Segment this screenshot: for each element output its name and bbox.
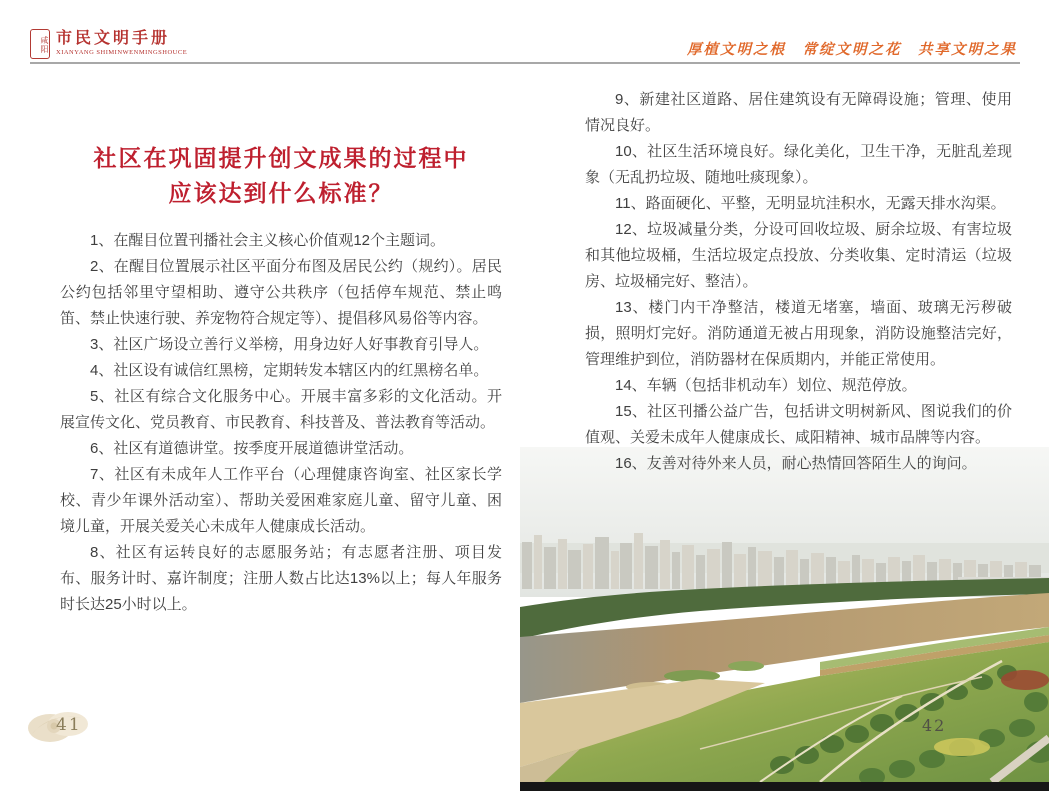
yellow-flower-patch (934, 738, 990, 756)
item-paragraph: 12、垃圾减量分类，分设可回收垃圾、厨余垃圾、有害垃圾和其他垃圾桶，生活垃圾定点投放、分类收集、定时清运（垃圾房、垃圾桶完好、整洁）。 (585, 221, 1012, 290)
right-text-column (585, 87, 1012, 477)
item-paragraph: 6、社区有道德讲堂。按季度开展道德讲堂活动。 (90, 440, 414, 457)
item-paragraph: 9、新建社区道路、居住建筑设有无障碍设施；管理、使用情况良好。 (585, 91, 1012, 134)
river-island (728, 661, 764, 671)
left-page-number: 41 (56, 715, 82, 735)
item-paragraph: 8、社区有运转良好的志愿服务站；有志愿者注册、项目发布、服务计时、嘉许制度；注册人数占比达13%以上；每人年服务时长达25小时以上。 (60, 544, 502, 613)
red-foliage-patch (1001, 670, 1049, 690)
logo-title: 市民文明手册 (56, 28, 171, 47)
item-paragraph: 11、路面硬化、平整，无明显坑洼积水，无露天排水沟渠。 (615, 195, 1006, 212)
item-paragraph: 10、社区生活环境良好。绿化美化，卫生干净，无脏乱差现象（无乱扔垃圾、随地吐痰现象）。 (585, 143, 1012, 186)
item-paragraph: 14、车辆（包括非机动车）划位、规范停放。 (615, 377, 917, 394)
footer-bar (520, 782, 1049, 791)
seal-icon: 咸阳 (30, 29, 50, 59)
brand-logo (30, 29, 187, 59)
item-paragraph: 7、社区有未成年人工作平台（心理健康咨询室、社区家长学校、青少年课外活动室）、帮助关爱困难家庭儿童、留守儿童、困境儿童，开展关爱关心未成年人健康成长活动。 (60, 466, 502, 535)
header-slogan: 厚植文明之根 常绽文明之花 共享文明之果 (687, 41, 1017, 58)
right-page-number: 42 (922, 716, 947, 735)
item-paragraph: 13、楼门内干净整洁，楼道无堵塞，墙面、玻璃无污秽破损，照明灯完好。消防通道无被占用现象，消防设施整洁完好，管理维护到位，消防器材在保质期内，并能正常使用。 (585, 299, 1012, 368)
item-paragraph: 3、社区广场设立善行义举榜，用身边好人好事教育引导人。 (90, 336, 489, 353)
item-paragraph: 4、社区设有诚信红黑榜，定期转发本辖区内的红黑榜名单。 (90, 362, 489, 379)
item-paragraph: 2、在醒目位置展示社区平面分布图及居民公约（规约）。居民公约包括邻里守望相助、遵守公共秩序（包括停车规范、禁止鸣笛、禁止快速行驶、养宠物符合规定等）、提倡移风易俗等内容。 (60, 258, 502, 327)
item-paragraph: 1、在醒目位置刊播社会主义核心价值观12个主题词。 (90, 232, 446, 249)
header-divider (30, 62, 1020, 64)
page-title (60, 141, 502, 211)
riverside-cityscape-photo (520, 447, 1049, 782)
item-paragraph: 5、社区有综合文化服务中心。开展丰富多彩的文化活动。开展宣传文化、党员教育、市民教育、科技普及、普法教育等活动。 (60, 388, 502, 431)
item-paragraph: 15、社区刊播公益广告，包括讲文明树新风、图说我们的价值观、关爱未成年人健康成长、咸阳精神、城市品牌等内容。 (585, 403, 1012, 446)
logo-subtitle: XIANYANG SHIMINWENMINGSHOUCE (56, 49, 188, 56)
left-text-column (60, 228, 502, 618)
page-title-line2: 应该达到什么标准？ (168, 180, 394, 206)
page-title-line1: 社区在巩固提升创文成果的过程中 (93, 145, 469, 171)
item-paragraph: 16、友善对待外来人员，耐心热情回答陌生人的询问。 (615, 455, 977, 472)
